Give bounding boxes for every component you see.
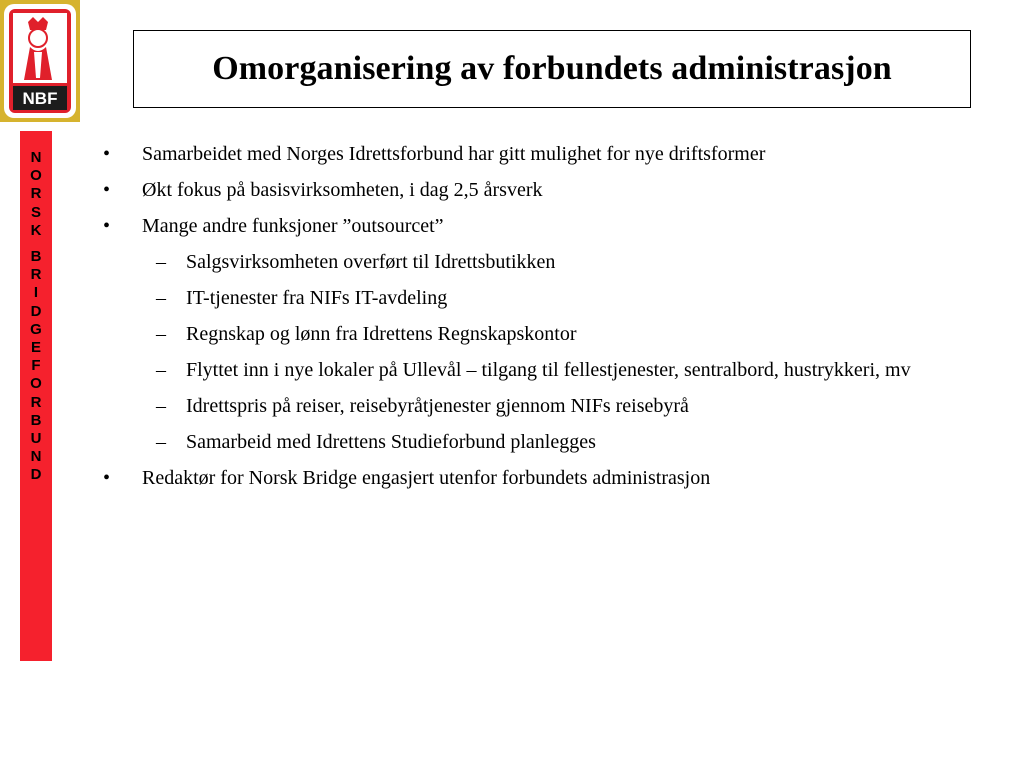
sidebar-letter: F: [31, 357, 41, 375]
sidebar-letter: B: [30, 248, 42, 266]
bullet-list: [100, 142, 980, 502]
sidebar-letter: N: [30, 149, 42, 166]
sidebar-letter: R: [30, 393, 42, 411]
sidebar-letter: O: [30, 167, 42, 185]
list-item-text: Redaktør for Norsk Bridge engasjert utenfor forbundets administrasjon: [142, 467, 711, 489]
list-item-text: Økt fokus på basisvirksomheten, i dag 2,5 årsverk: [142, 179, 543, 201]
sidebar-letter: I: [33, 284, 39, 302]
list-item-text: Mange andre funksjoner ”outsourcet”: [142, 215, 444, 237]
dash-marker: –: [156, 395, 166, 417]
list-item: [100, 214, 980, 238]
list-item: [100, 466, 980, 490]
sidebar-letter: K: [30, 221, 42, 239]
list-item: [100, 430, 980, 454]
list-item: [100, 394, 980, 418]
list-item-text: Salgsvirksomheten overført til Idrettsbutikken: [186, 251, 556, 273]
list-item: [100, 142, 980, 166]
sidebar-letter: S: [30, 203, 41, 221]
sidebar-letter: N: [30, 448, 42, 466]
list-item: [100, 178, 980, 202]
sidebar-letter: D: [30, 302, 42, 320]
sidebar-letter: U: [30, 430, 42, 448]
title-box: [133, 30, 971, 108]
dash-marker: –: [156, 431, 166, 453]
list-item-text: Samarbeidet med Norges Idrettsforbund har gitt mulighet for nye driftsformer: [142, 143, 766, 165]
nbf-logo: [0, 0, 80, 122]
sidebar-word: [30, 248, 42, 485]
slide-title: Omorganisering av forbundets administrasjon: [212, 50, 892, 87]
dash-marker: –: [156, 323, 166, 345]
sidebar-vertical-text: [20, 131, 52, 661]
list-item: [100, 358, 980, 382]
dash-marker: –: [156, 359, 166, 381]
list-item: [100, 286, 980, 310]
list-item-text: Idrettspris på reiser, reisebyråtjenester gjennom NIFs reisebyrå: [186, 395, 689, 417]
logo-text: NBF: [22, 89, 58, 108]
dash-marker: –: [156, 287, 166, 309]
sidebar-letter: O: [30, 375, 42, 393]
list-item-text: IT-tjenester fra NIFs IT-avdeling: [186, 287, 448, 309]
bullet-marker: •: [103, 215, 111, 237]
list-item: [100, 250, 980, 274]
sidebar-letter: D: [30, 466, 42, 484]
list-item-text: Samarbeid med Idrettens Studieforbund planlegges: [186, 431, 596, 453]
list-item-text: Regnskap og lønn fra Idrettens Regnskapskontor: [186, 323, 577, 345]
sidebar-word: [30, 149, 42, 240]
bullet-marker: •: [103, 179, 111, 201]
sidebar-letter: B: [30, 411, 42, 429]
bullet-marker: •: [103, 143, 111, 165]
list-item-text: Flyttet inn i nye lokaler på Ullevål – tilgang til fellestjenester, sentralbord, hustrykkeri, mv: [186, 359, 911, 381]
sidebar-letter: R: [30, 266, 42, 284]
bullet-marker: •: [103, 467, 111, 489]
sidebar-letter: R: [30, 185, 42, 203]
sidebar-letter: E: [30, 339, 41, 357]
sidebar-letter: G: [30, 320, 42, 338]
list-item: [100, 322, 980, 346]
dash-marker: –: [156, 251, 166, 273]
